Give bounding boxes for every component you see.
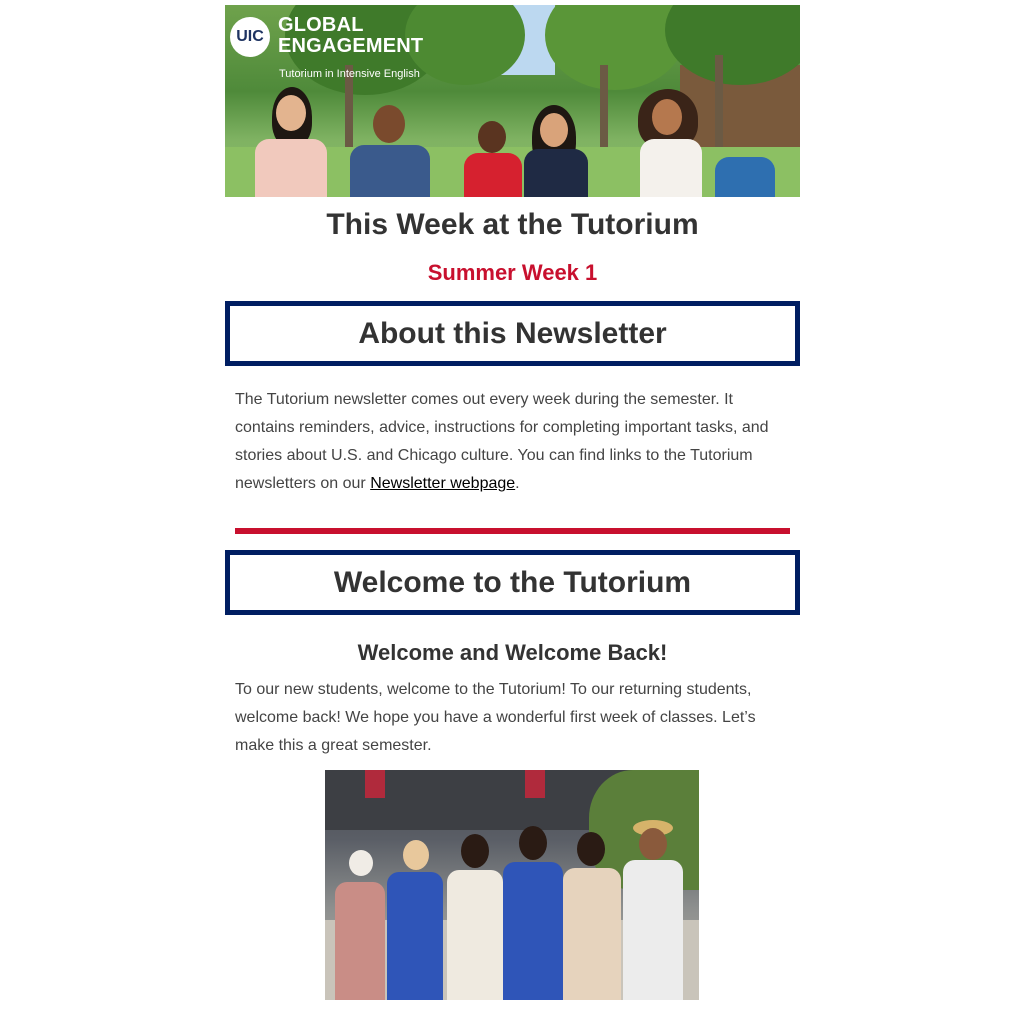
section-divider (235, 528, 790, 534)
uic-logo-mark: UIC (230, 17, 270, 57)
about-section-heading: About this Newsletter (225, 301, 800, 366)
logo-subtitle: Tutorium in Intensive English (279, 68, 420, 80)
logo-wordmark: GLOBAL ENGAGEMENT (278, 14, 424, 57)
welcome-section-heading: Welcome to the Tutorium (225, 550, 800, 615)
newsletter (225, 5, 800, 1000)
staff-group-photo (325, 770, 699, 1000)
about-paragraph: The Tutorium newsletter comes out every week during the semester. It contains reminders, advice, instructions for completing important tasks, and stories about U.S. and Chicago culture. You can find links to the Tutorium newsletters on our Newsletter webpage. (235, 391, 769, 492)
newsletter-webpage-link[interactable]: Newsletter webpage (370, 475, 516, 492)
welcome-subheading: Welcome and Welcome Back! (357, 640, 668, 665)
newsletter-title: This Week at the Tutorium (326, 208, 699, 241)
header-banner-image (225, 5, 800, 197)
welcome-paragraph: To our new students, welcome to the Tutorium! To our returning students, welcome back! We hope you have a wonderful first week of classes. Let’s make this a great semester. (235, 681, 756, 754)
week-label: Summer Week 1 (427, 260, 598, 285)
uic-global-engagement-logo (230, 15, 423, 57)
